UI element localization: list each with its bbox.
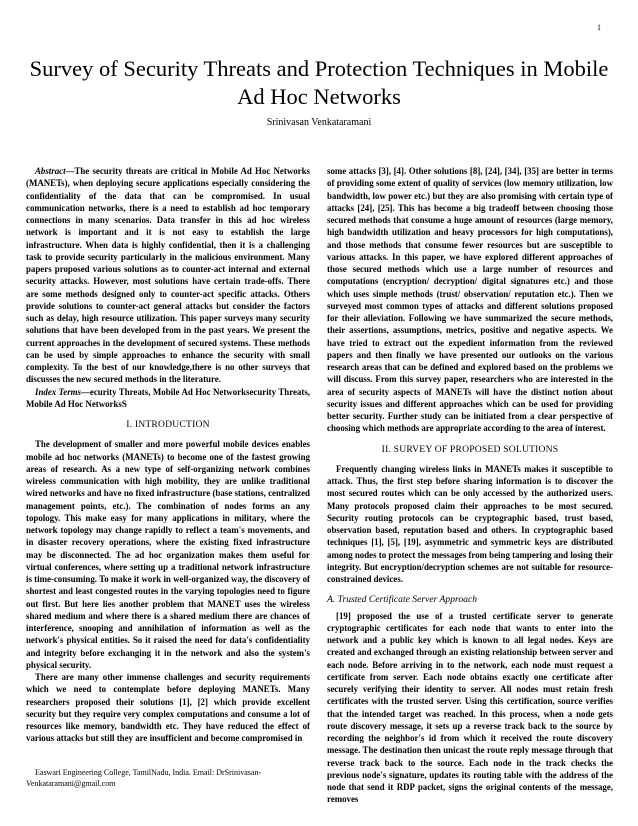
introduction-heading: I. INTRODUCTION [126,419,210,430]
trusted-certificate-heading: A. Trusted Certificate Server Approach [327,594,478,606]
index-terms [26,386,310,411]
proposed-solutions-heading: II. SURVEY OF PROPOSED SOLUTIONS [381,443,559,455]
page-number: 1 [597,23,601,32]
introduction-paragraph-1: The development of smaller and more powerful mobile devices enables mobile ad hoc networks (MANETs) to become one of the fastest growing areas of research. As a new type of self-organizing network combines wireless communication with high mobility, they are unlike traditional wired networks and have no fixed infrastructure (base stations, centralized management points, etc.). The combination of nodes forms an any topology. This make easy for many applications in military, where the network topology may change rapidly to reflect a team's movements, and in disaster recovery operations, where the existing fixed infrastructure may be disconnected. The ad hoc organization makes them useful for virtual conferences, where setting up a traditional network infrastructure is time-consuming. To make it work in well-organized way, the discovery of shortest and least congested routes in the varying topologies need to figure out first. But here lies another problem that MANET uses the wireless shared medium and where there is a shared medium there are chances of interference, snooping and annihilation of information as well as the network's physical entities. So it raised the need for data's confidentiality and integrity before exchanging it in the network and also the system's physical security. [26,439,310,670]
paper-title: Survey of Security Threats and Protection Techniques in Mobile Ad Hoc Networks [29,56,609,109]
index-terms-lead: Index Terms [35,386,82,397]
proposed-solutions-paragraph-1: Frequently changing wireless links in MANETs makes it susceptible to attack. Thus, the first step before sharing information is to discover the most secured routes which can be only accessed by the authorized users. Many protocols proposed claim their approaches to be most secured. Security routing protocols can be cryptographic based, trust based, observation based, reputation based and others. In cryptographic based techniques [1], [5], [19], asymmetric and symmetric keys are distributed among nodes to protect the messages from being tampering and losing their integrity. But encryption/decryption schemes are not suitable for resource-constrained devices. [327,463,613,584]
right-column [327,165,613,805]
abstract [26,165,310,386]
introduction-paragraph-2: There are many other immense challenges and security requirements which we need to contemplate before deploying MANETs. Many researchers proposed their solutions [1], [2] which provide excellent security but they require very complex computations and consume a lot of resources like memory, bandwidth etc. They have reduced the effect of various attacks but still they are insufficient and become compromised in [26,672,310,744]
index-terms-text: —ecurity Threats, Mobile Ad Hoc Networksecurity Threats, Mobile Ad Hoc NetworksS [26,386,310,409]
introduction-paragraph-2-continued: some attacks [3], [4]. Other solutions [8], [24], [34], [35] are better in terms of providing some extent of quality of services (low memory utilization, low bandwidth, low power etc.) but they are also promising with certain type of attacks [24], [25]. This has become a big tradeoff between choosing those secured methods that consume a huge amount of resources (large memory, high bandwidth utilization and heavy processors for high computations), and those methods that consume fewer resources but are susceptible to various attacks. In this paper, we have explored different approaches of those secured methods which use a large number of resources and computations (encryption/ decryption/ digital signatures etc.) and those which uses simple methods (trust/ observation/ reputation etc.). Then we surveyed most common types of attacks and different solutions proposed for their alleviation. Following we have summarized the secure methods, their assertions, assumptions, metrics, positive and negative aspects. We have tried to extract out the expedient information from the reviewed papers and then finally we have presented our outlooks on the various research areas that can be defined and explored based on the problems we will discuss. From this survey paper, researchers who are interested in the area of security aspects of MANETs will have the distinct notion about security issues and different approaches which can be used for providing better security. Further study can be initiated from a clear perspective of choosing which methods are appropriate according to the area of interest. [327,166,613,434]
author-name: Srinivasan Venkataramani [266,117,372,128]
left-column [26,165,310,755]
abstract-lead: Abstract [35,166,66,176]
author-affiliation-footnote: Easwari Engineering College, TamilNadu, India. Email: DrSrinivasan-Venkataramani@gmail.com [26,768,262,788]
trusted-certificate-paragraph-1: [19] proposed the use of a trusted certificate server to generate cryptographic certificates for each node that wants to enter into the network and a public key which is known to all legal nodes. Keys are created and exchanged through an existing relationship between server and each node. Before arriving in to the network, each node must request a certificate from server. Each node obtains exactly one certificate after securely verifying their identity to server. All nodes must retain fresh certificates with the trusted server. Using this certification, source verifies that the intended target was reached. In this process, when a node gets route discovery message, it sets up a reverse track back to the source by recording the neighbor's id from which it received the route discovery message. The destination then unicast the route reply message through that reverse track back to the source. Each node in the track checks the previous node's signature, updates its routing table with the address of the node that send it RDP packet, signs the original contents of the message, removes [327,610,613,805]
abstract-text: —The security threats are critical in Mobile Ad Hoc Networks (MANETs), when deploying secure applications especially considering the confidentiality of the data that can be compromised. In usual communication networks, there is a need to establish ad hoc temporary connections in many scenarios. Data transfer in this ad hoc wireless network is important and it is not easy to establish the large infrastructure. When data is highly confidential, then it is a challenging task to provide security particularly in the malicious environment. Many papers proposed various solutions as to counter-act internal and external security attacks. However, most solutions have certain trade-offs. There are some methods designed only to counter-act specific attacks. Others provide solutions to counter-act general attacks but consider the factors such as delay, high resource utilization. This paper surveys many security solutions that have been developed from in the past years. We present the current approaches in the development of secured systems. These methods can be used by simple approaches to enhance the security with small complexity. To the best of our knowledge,there is no other surveys that discusses the new secured methods in the literature. [26,166,310,385]
